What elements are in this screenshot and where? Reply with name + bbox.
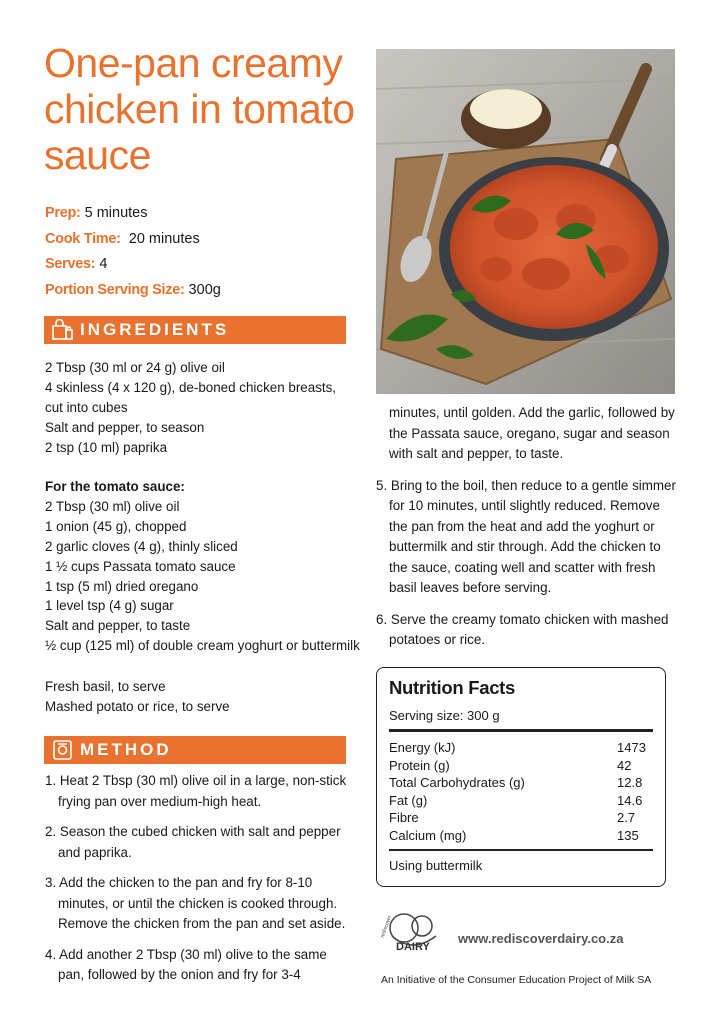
nutrition-row (389, 774, 653, 792)
ingredient-line: 1 level tsp (4 g) sugar (45, 598, 174, 614)
method-step-4-continued: minutes, until golden. Add the garlic, followed by the Passata sauce, oregano, sugar and season with salt and pepper, to taste. (389, 405, 675, 461)
cook-label: Cook Time: (45, 230, 121, 247)
ingredients-heading: INGREDIENTS (80, 320, 230, 339)
svg-text:rediscover: rediscover (379, 914, 394, 939)
serves-value: 4 (95, 256, 108, 272)
method-step-4: 4. Add another 2 Tbsp (30 ml) olive to the same pan, followed by the onion and fry for 3-4 (45, 946, 327, 982)
nutrient-label: Calcium (mg) (389, 827, 467, 843)
cook-value: 20 minutes (120, 230, 200, 247)
ingredient-line: 2 garlic cloves (4 g), thinly sliced (45, 538, 238, 554)
nutrition-note: Using buttermilk (389, 858, 483, 873)
method-header (44, 736, 346, 764)
method-steps-left (45, 771, 355, 986)
ingredient-line: Fresh basil, to serve (45, 679, 166, 694)
method-step-2: 2. Season the cubed chicken with salt and pepper and paprika. (45, 824, 341, 860)
method-step-6: 6. Serve the creamy tomato chicken with mashed potatoes or rice. (376, 611, 669, 647)
ingredient-line: 1 tsp (5 ml) dried oregano (45, 578, 199, 594)
serves-line (45, 252, 221, 278)
ingredient-line: 2 Tbsp (30 ml) olive oil (45, 498, 180, 514)
ingredient-line: 2 Tbsp (30 ml or 24 g) olive oil (45, 360, 225, 375)
ingredients-header (44, 316, 346, 344)
ingredient-line: ½ cup (125 ml) of double cream yoghurt or buttermilk (45, 638, 360, 654)
nutrient-label: Fibre (389, 810, 419, 825)
nutrition-rows (389, 739, 653, 844)
divider (389, 849, 653, 851)
portion-value: 300g (184, 281, 221, 298)
ingredient-line: 1 onion (45 g), chopped (45, 518, 187, 534)
nutrition-row (389, 739, 653, 757)
prep-label: Prep: (45, 205, 81, 221)
ingredient-line: 4 skinless (4 x 120 g), de-boned chicken breasts, (45, 379, 337, 395)
nutrient-value: 1473 (617, 740, 646, 755)
method-heading: METHOD (80, 740, 172, 759)
nutrition-facts-panel (376, 667, 666, 887)
nutrient-label: Energy (kJ) (389, 740, 456, 755)
recipe-photo (376, 49, 675, 394)
method-step-1: 1. Heat 2 Tbsp (30 ml) olive oil in a large, non-stick frying pan over medium-high heat. (45, 773, 347, 809)
method-step-5: 5. Bring to the boil, then reduce to a gentle simmer for 10 minutes, until slightly reduced. Remove the pan from the heat and add the yoghurt or buttermilk and stir through. Add the chicken to the sauce, coating well and scatter with fresh basil leaves before serving. (376, 477, 676, 595)
method-step-3: 3. Add the chicken to the pan and fry for 8-10 minutes, or until the chicken is cooked through. Remove the chicken from the pan and set aside. (45, 875, 346, 931)
grocery-bag-icon (50, 319, 76, 341)
ingredient-line: Salt and pepper, to season (45, 419, 205, 435)
nutrition-title: Nutrition Facts (389, 677, 516, 698)
portion-label: Portion Serving Size: (45, 281, 185, 298)
recipe-meta (45, 201, 221, 303)
method-steps-right (376, 403, 681, 651)
nutrient-value: 12.8 (617, 775, 643, 790)
nutrient-value: 135 (617, 827, 639, 843)
serve-with (45, 677, 375, 717)
nutrient-label: Fat (g) (389, 792, 428, 808)
recipe-book-icon (50, 739, 76, 761)
svg-text:DAIRY: DAIRY (396, 941, 430, 953)
nutrition-row (389, 757, 653, 775)
prep-line (45, 201, 221, 227)
recipe-title: One-pan creamy chicken in tomato sauce (44, 40, 355, 178)
nutrient-value: 14.6 (617, 792, 643, 808)
ingredient-line: 1 ½ cups Passata tomato sauce (45, 558, 236, 574)
nutrition-row (389, 827, 653, 845)
initiative-text: An Initiative of the Consumer Education Project of Milk SA (381, 974, 652, 986)
sauce-ingredients (45, 477, 375, 656)
ingredient-line: Mashed potato or rice, to serve (45, 698, 230, 714)
sauce-heading: For the tomato sauce: (45, 479, 185, 494)
nutrition-row (389, 809, 653, 827)
serving-size: Serving size: 300 g (389, 708, 500, 723)
ingredients-list (45, 358, 375, 458)
nutrient-value: 42 (617, 757, 632, 773)
ingredient-line: cut into cubes (45, 399, 128, 415)
ingredient-line: Salt and pepper, to taste (45, 618, 191, 634)
rediscover-dairy-logo (378, 906, 448, 964)
nutrient-label: Total Carbohydrates (g) (389, 775, 525, 790)
divider (389, 729, 653, 732)
cook-line (45, 227, 221, 253)
serves-label: Serves: (45, 256, 96, 272)
nutrition-row (389, 792, 653, 810)
ingredient-line: 2 tsp (10 ml) paprika (45, 439, 168, 455)
website-link[interactable]: www.rediscoverdairy.co.za (458, 931, 624, 946)
portion-line (45, 278, 221, 304)
prep-value: 5 minutes (80, 205, 148, 221)
nutrient-label: Protein (g) (389, 757, 450, 773)
nutrient-value: 2.7 (617, 810, 636, 825)
